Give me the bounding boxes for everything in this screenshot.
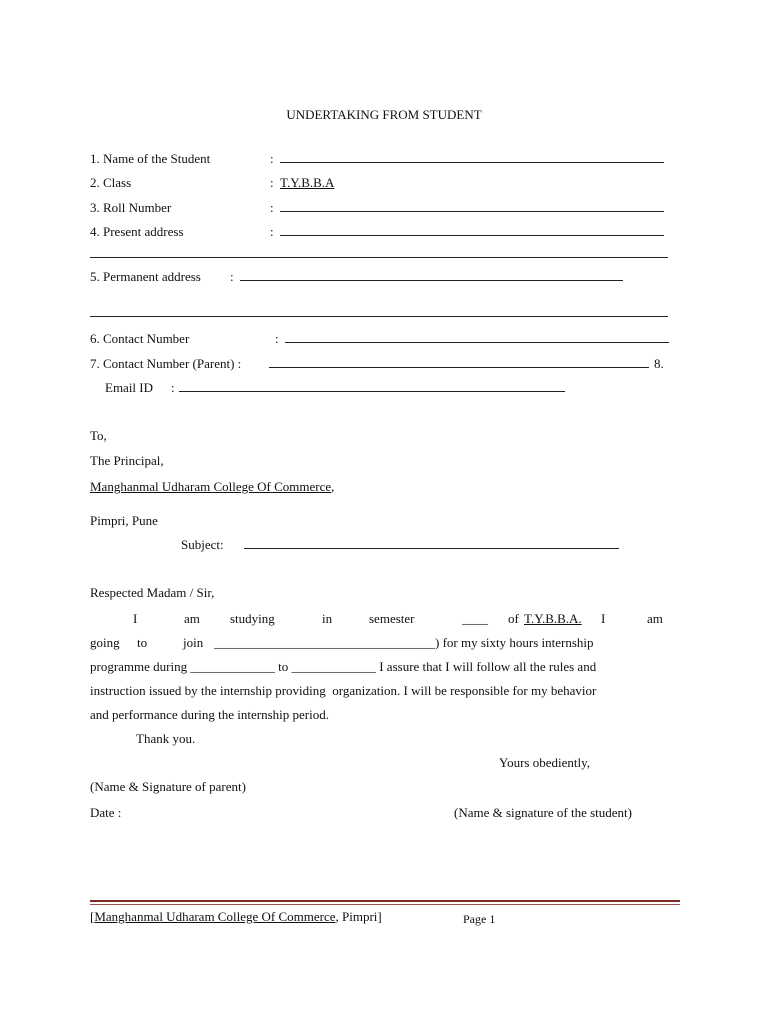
body-word: of <box>508 611 519 626</box>
college-line <box>90 479 334 495</box>
college-comma: , <box>331 479 335 494</box>
page-title: UNDERTAKING FROM STUDENT <box>286 107 482 122</box>
subject-label: Subject: <box>181 537 224 552</box>
field-colon: : <box>270 224 274 239</box>
student-signature-label: (Name & signature of the student) <box>454 805 632 820</box>
body-class-name: T.Y.B.B.A. <box>524 611 582 626</box>
permanent-address-label: 5. Permanent address <box>90 269 201 284</box>
field-colon: : <box>270 151 274 166</box>
footer-rule-thin <box>90 904 680 905</box>
parent-signature-label: (Name & Signature of parent) <box>90 779 246 794</box>
email-number: 8. <box>654 356 664 371</box>
footer-location: , Pimpri] <box>335 909 382 924</box>
parent-contact-line[interactable] <box>269 367 649 368</box>
body-line-2-rest: __________________________________) for my sixty hours internship <box>214 635 594 650</box>
class-label: 2. Class <box>90 175 132 190</box>
to-line: To, <box>90 428 107 443</box>
body-line-3: programme during _____________ to _____________ I assure that I will follow all the rules and <box>90 659 597 674</box>
city-line: Pimpri, Pune <box>90 513 158 528</box>
date-label: Date : <box>90 805 122 820</box>
body-word: I <box>601 611 606 626</box>
subject-line[interactable] <box>244 548 619 549</box>
body-word: studying <box>230 611 275 626</box>
footer-text <box>90 909 382 925</box>
permanent-address-line-2[interactable] <box>90 316 668 317</box>
footer-college: Manghanmal Udharam College Of Commerce <box>94 909 336 924</box>
permanent-address-line[interactable] <box>240 280 623 281</box>
present-address-line-2[interactable] <box>90 257 668 258</box>
page-number: Page 1 <box>463 912 496 926</box>
body-word: I <box>133 611 138 626</box>
salutation: Respected Madam / Sir, <box>90 585 215 600</box>
footer-rule <box>90 900 680 902</box>
contact-number-label: 6. Contact Number <box>90 331 190 346</box>
body-word: to <box>137 635 148 650</box>
field-colon: : <box>171 380 175 395</box>
body-word: going <box>90 635 120 650</box>
student-name-line[interactable] <box>280 162 664 163</box>
body-line-5: and performance during the internship period. <box>90 707 329 722</box>
footer-bracket: [ <box>90 909 95 924</box>
body-word: join <box>183 635 204 650</box>
body-word: in <box>322 611 333 626</box>
closing: Yours obediently, <box>499 755 591 770</box>
class-value: T.Y.B.B.A <box>280 175 335 190</box>
field-colon: : <box>270 175 274 190</box>
field-colon: : <box>275 331 279 346</box>
roll-number-label: 3. Roll Number <box>90 200 172 215</box>
present-address-line[interactable] <box>280 235 664 236</box>
college-name: Manghanmal Udharam College Of Commerce <box>90 479 332 494</box>
email-label: Email ID <box>105 380 154 395</box>
field-colon: : <box>270 200 274 215</box>
email-line[interactable] <box>179 391 565 392</box>
body-line-4: instruction issued by the internship providing organization. I will be responsible for my behavior <box>90 683 597 698</box>
semester-blank[interactable]: ____ <box>462 611 488 626</box>
student-name-label: 1. Name of the Student <box>90 151 211 166</box>
principal-line: The Principal, <box>90 453 164 468</box>
present-address-label: 4. Present address <box>90 224 184 239</box>
thank-you: Thank you. <box>136 731 196 746</box>
body-word: am <box>184 611 200 626</box>
body-word: semester <box>369 611 415 626</box>
roll-number-line[interactable] <box>280 211 664 212</box>
contact-number-line[interactable] <box>285 342 669 343</box>
parent-contact-label: 7. Contact Number (Parent) : <box>90 356 242 371</box>
field-colon: : <box>230 269 234 284</box>
body-word: am <box>647 611 663 626</box>
